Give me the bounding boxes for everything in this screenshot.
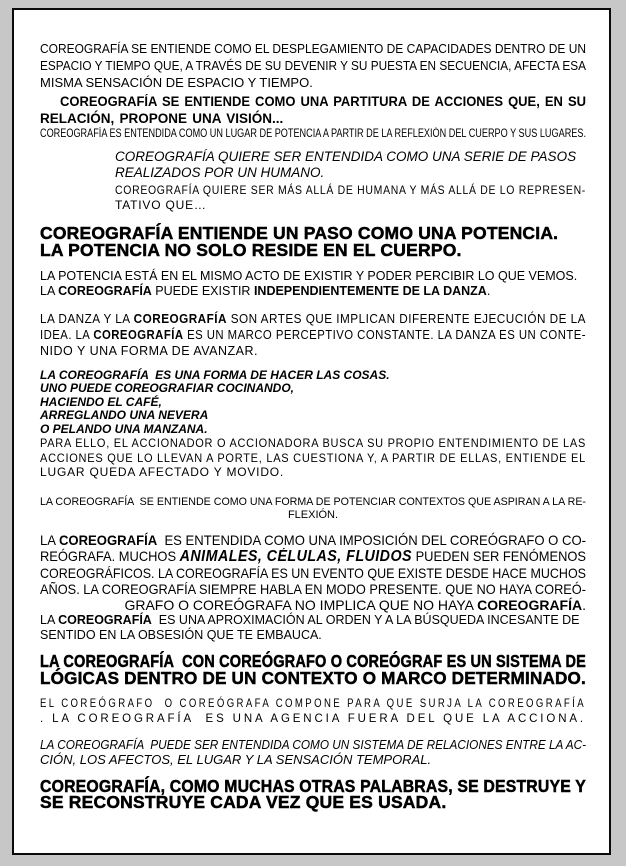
text-run: ACCIONES QUE LO LLEVAN A PORTE, LAS CUESTIONA Y, A PARTIR DE ELLAS, ENTIENDE EL bbox=[40, 450, 586, 465]
text-line bbox=[40, 451, 586, 466]
paragraph-imposicion-coreografo bbox=[40, 532, 586, 613]
text-run: COREOGRAFÍA ES ENTENDIDA COMO UN LUGAR DE POTENCIA A PARTIR DE LA REFLEXIÓN DEL CUERPO Y SUS LUGARES. bbox=[40, 128, 586, 140]
text-run: PUEDEN SER FENÓMENOS bbox=[411, 547, 586, 564]
text-run-bold: COREOGRAFÍA bbox=[133, 312, 227, 326]
text-line bbox=[115, 183, 586, 198]
text-line bbox=[40, 613, 586, 628]
headline-sistema-logicas bbox=[40, 650, 586, 688]
paragraph-sistema-relaciones bbox=[40, 737, 586, 767]
text-line bbox=[40, 436, 586, 451]
text-run: ESPACIO Y TIEMPO QUE, A TRAVÉS DE SU DEVENIR Y SU PUESTA EN SECUENCIA, AFECTA ESA bbox=[40, 58, 586, 73]
text-line bbox=[115, 198, 586, 213]
text-line bbox=[40, 667, 586, 688]
text-run-bold: COREOGRAFÍA bbox=[58, 284, 152, 298]
text-line bbox=[40, 628, 586, 643]
text-line bbox=[40, 396, 586, 409]
paragraph-definition-5-light bbox=[115, 183, 586, 212]
headline-potencia bbox=[40, 225, 586, 258]
text-line bbox=[40, 127, 586, 141]
text-run: COREOGRAFÍA SE ENTIENDE COMO UNA PARTITURA DE ACCIONES QUE, EN SU bbox=[60, 94, 586, 109]
text-run: EL COREÓGRAFO O COREÓGRAFA COMPONE PARA QUE SURJA LA COREOGRAFÍA bbox=[40, 695, 586, 710]
text-line bbox=[40, 565, 586, 581]
text-run: UNO PUEDE COREOGRAFIAR COCINANDO, bbox=[40, 381, 295, 396]
text-line bbox=[40, 93, 586, 110]
text-line bbox=[40, 496, 586, 509]
text-run: ARREGLANDO UNA NEVERA bbox=[40, 408, 209, 423]
text-run: COREOGRAFÍA, COMO MUCHAS OTRAS PALABRAS, SE DESTRUYE Y bbox=[40, 775, 586, 796]
text-run: ES ENTENDIDA COMO UNA IMPOSICIÓN DEL COREÓGRAFO O CO- bbox=[157, 531, 586, 548]
text-run: O PELANDO UNA MANZANA. bbox=[40, 421, 208, 436]
text-line bbox=[40, 465, 586, 480]
text-run: LA bbox=[40, 531, 59, 548]
text-run: PUEDE EXISTIR bbox=[151, 284, 254, 298]
text-line bbox=[40, 57, 586, 74]
text-line bbox=[40, 74, 586, 91]
paragraph-aproximacion-orden bbox=[40, 613, 586, 643]
text-line bbox=[40, 737, 586, 752]
headline-destruye-reconstruye bbox=[40, 775, 586, 813]
text-line bbox=[40, 343, 586, 359]
text-run: LÓGICAS DENTRO DE UN CONTEXTO O MARCO DETERMINADO. bbox=[40, 667, 586, 688]
text-run: COREOGRÁFICOS. LA COREOGRAFÍA ES UN EVENTO QUE EXISTE DESDE HACE MUCHOS bbox=[40, 564, 586, 581]
text-run: COREOGRAFÍA QUIERE SER ENTENDIDA COMO UNA SERIE DE PASOS bbox=[115, 149, 577, 164]
text-line bbox=[40, 752, 586, 767]
text-line bbox=[40, 311, 586, 327]
text-run: ES UN MARCO PERCEPTIVO CONSTANTE. LA DANZA ES UN CONTE- bbox=[183, 328, 586, 342]
text-line bbox=[40, 382, 586, 395]
document-page bbox=[12, 8, 611, 855]
text-run: REALIZADOS POR UN HUMANO. bbox=[115, 165, 325, 180]
text-line bbox=[40, 696, 586, 712]
text-run: LA POTENCIA ESTÁ EN EL MISMO ACTO DE EXISTIR Y PODER PERCIBIR LO QUE VEMOS. bbox=[40, 269, 578, 283]
paragraph-accionador bbox=[40, 436, 586, 480]
text-run: . bbox=[486, 284, 491, 298]
text-line bbox=[40, 327, 586, 343]
text-run: LUGAR QUEDA AFECTADO Y MOVIDO. bbox=[40, 465, 285, 480]
text-run-bold: COREOGRAFÍA bbox=[58, 612, 152, 627]
paragraph-potencia-cuerpo bbox=[40, 269, 586, 299]
text-line bbox=[115, 149, 586, 165]
text-run: AÑOS. LA COREOGRAFÍA SIEMPRE HABLA EN MODO PRESENTE. QUE NO HAYA COREÓ- bbox=[40, 580, 586, 597]
text-run: ES UNA APROXIMACIÓN AL ORDEN Y A LA BÚSQUEDA INCESANTE DE bbox=[151, 612, 580, 627]
text-line bbox=[40, 423, 586, 436]
page-content bbox=[40, 40, 586, 811]
text-run-emphasis: ANIMALES, CÉLULAS, FLUIDOS bbox=[179, 547, 412, 565]
text-run: HACIENDO EL CAFÉ, bbox=[40, 394, 162, 409]
text-run: LA COREOGRAFÍA ES UNA FORMA DE HACER LAS COSAS. bbox=[40, 368, 390, 382]
text-run: RELACIÓN, PROPONE UNA VISIÓN... bbox=[40, 111, 284, 126]
text-run: FLEXIÓN. bbox=[287, 508, 339, 521]
text-run: SENTIDO EN LA OBSESIÓN QUE TE EMBAUCA. bbox=[40, 627, 322, 642]
text-run-bold: COREOGRAFÍA bbox=[58, 531, 158, 548]
text-run: MISMA SENSACIÓN DE ESPACIO Y TIEMPO. bbox=[40, 75, 313, 90]
text-run-bold: COREOGRAFÍA bbox=[93, 328, 184, 342]
text-line bbox=[40, 239, 586, 260]
text-run: LA POTENCIA NO SOLO RESIDE EN EL CUERPO. bbox=[40, 239, 462, 260]
text-run: LA COREOGRAFÍA CON COREÓGRAFO O COREÓGRAF ES UN SISTEMA DE bbox=[40, 650, 586, 671]
paragraph-definition-2-bold bbox=[40, 93, 586, 127]
text-line bbox=[40, 532, 586, 548]
text-run: REÓGRAFA. MUCHOS bbox=[40, 547, 180, 564]
text-run: . bbox=[582, 596, 586, 613]
text-run: SON ARTES QUE IMPLICAN DIFERENTE EJECUCIÓN DE LA bbox=[226, 312, 586, 326]
text-line bbox=[40, 369, 586, 382]
text-run: TATIVO QUE… bbox=[115, 197, 207, 212]
text-run: NIDO Y UNA FORMA DE AVANZAR. bbox=[40, 344, 258, 358]
paragraph-definition-1 bbox=[40, 40, 586, 91]
text-run: LA COREOGRAFÍA SE ENTIENDE COMO UNA FORMA DE POTENCIAR CONTEXTOS QUE ASPIRAN A LA RE- bbox=[40, 495, 586, 508]
text-run: LA DANZA Y LA bbox=[40, 312, 134, 326]
text-run: CIÓN, LOS AFECTOS, EL LUGAR Y LA SENSACIÓN TEMPORAL. bbox=[40, 751, 432, 767]
text-line bbox=[40, 548, 586, 565]
paragraph-hacer-las-cosas bbox=[40, 369, 586, 436]
text-run: . LA COREOGRAFÍA ES UNA AGENCIA FUERA DEL QUE LA ACCIONA. bbox=[40, 711, 586, 726]
paragraph-coreografo-compone bbox=[40, 696, 586, 727]
text-line bbox=[40, 711, 586, 727]
paragraph-definition-3-condensed bbox=[40, 127, 586, 141]
text-line bbox=[40, 110, 586, 127]
text-run: LA bbox=[40, 612, 59, 627]
paragraph-definition-4-italic bbox=[115, 149, 586, 181]
text-run: PARA ELLO, EL ACCIONADOR O ACCIONADORA BUSCA SU PROPIO ENTENDIMIENTO DE LAS bbox=[40, 436, 586, 451]
text-run: COREOGRAFÍA ENTIENDE UN PASO COMO UNA POTENCIA. bbox=[40, 223, 559, 243]
text-run: COREOGRAFÍA SE ENTIENDE COMO EL DESPLEGAMIENTO DE CAPACIDADES DENTRO DE UN bbox=[40, 41, 586, 56]
text-run-bold: INDEPENDIENTEMENTE DE LA DANZA bbox=[253, 284, 487, 298]
paragraph-potenciar-contextos bbox=[40, 496, 586, 522]
text-run: LA COREOGRAFÍA PUEDE SER ENTENDIDA COMO UN SISTEMA DE RELACIONES ENTRE LA AC- bbox=[40, 736, 586, 752]
text-run: GRAFO O COREÓGRAFA NO IMPLICA QUE NO HAYA bbox=[124, 596, 478, 613]
text-run: SE RECONSTRUYE CADA VEZ QUE ES USADA. bbox=[40, 792, 447, 813]
text-run: IDEA. LA bbox=[40, 328, 94, 342]
text-line bbox=[40, 794, 586, 811]
text-line bbox=[40, 40, 586, 57]
text-line bbox=[40, 269, 586, 284]
text-run: LA bbox=[40, 284, 59, 298]
text-line bbox=[40, 597, 586, 613]
text-line bbox=[40, 581, 586, 597]
text-run-bold: COREOGRAFÍA bbox=[477, 596, 583, 613]
paragraph-danza-coreografia bbox=[40, 311, 586, 359]
text-line bbox=[40, 284, 586, 299]
text-line bbox=[115, 165, 586, 181]
text-line bbox=[40, 775, 586, 796]
text-line bbox=[40, 509, 586, 522]
text-line bbox=[40, 409, 586, 422]
text-run: COREOGRAFÍA QUIERE SER MÁS ALLÁ DE HUMANA Y MÁS ALLÁ DE LO REPRESEN- bbox=[115, 183, 586, 197]
